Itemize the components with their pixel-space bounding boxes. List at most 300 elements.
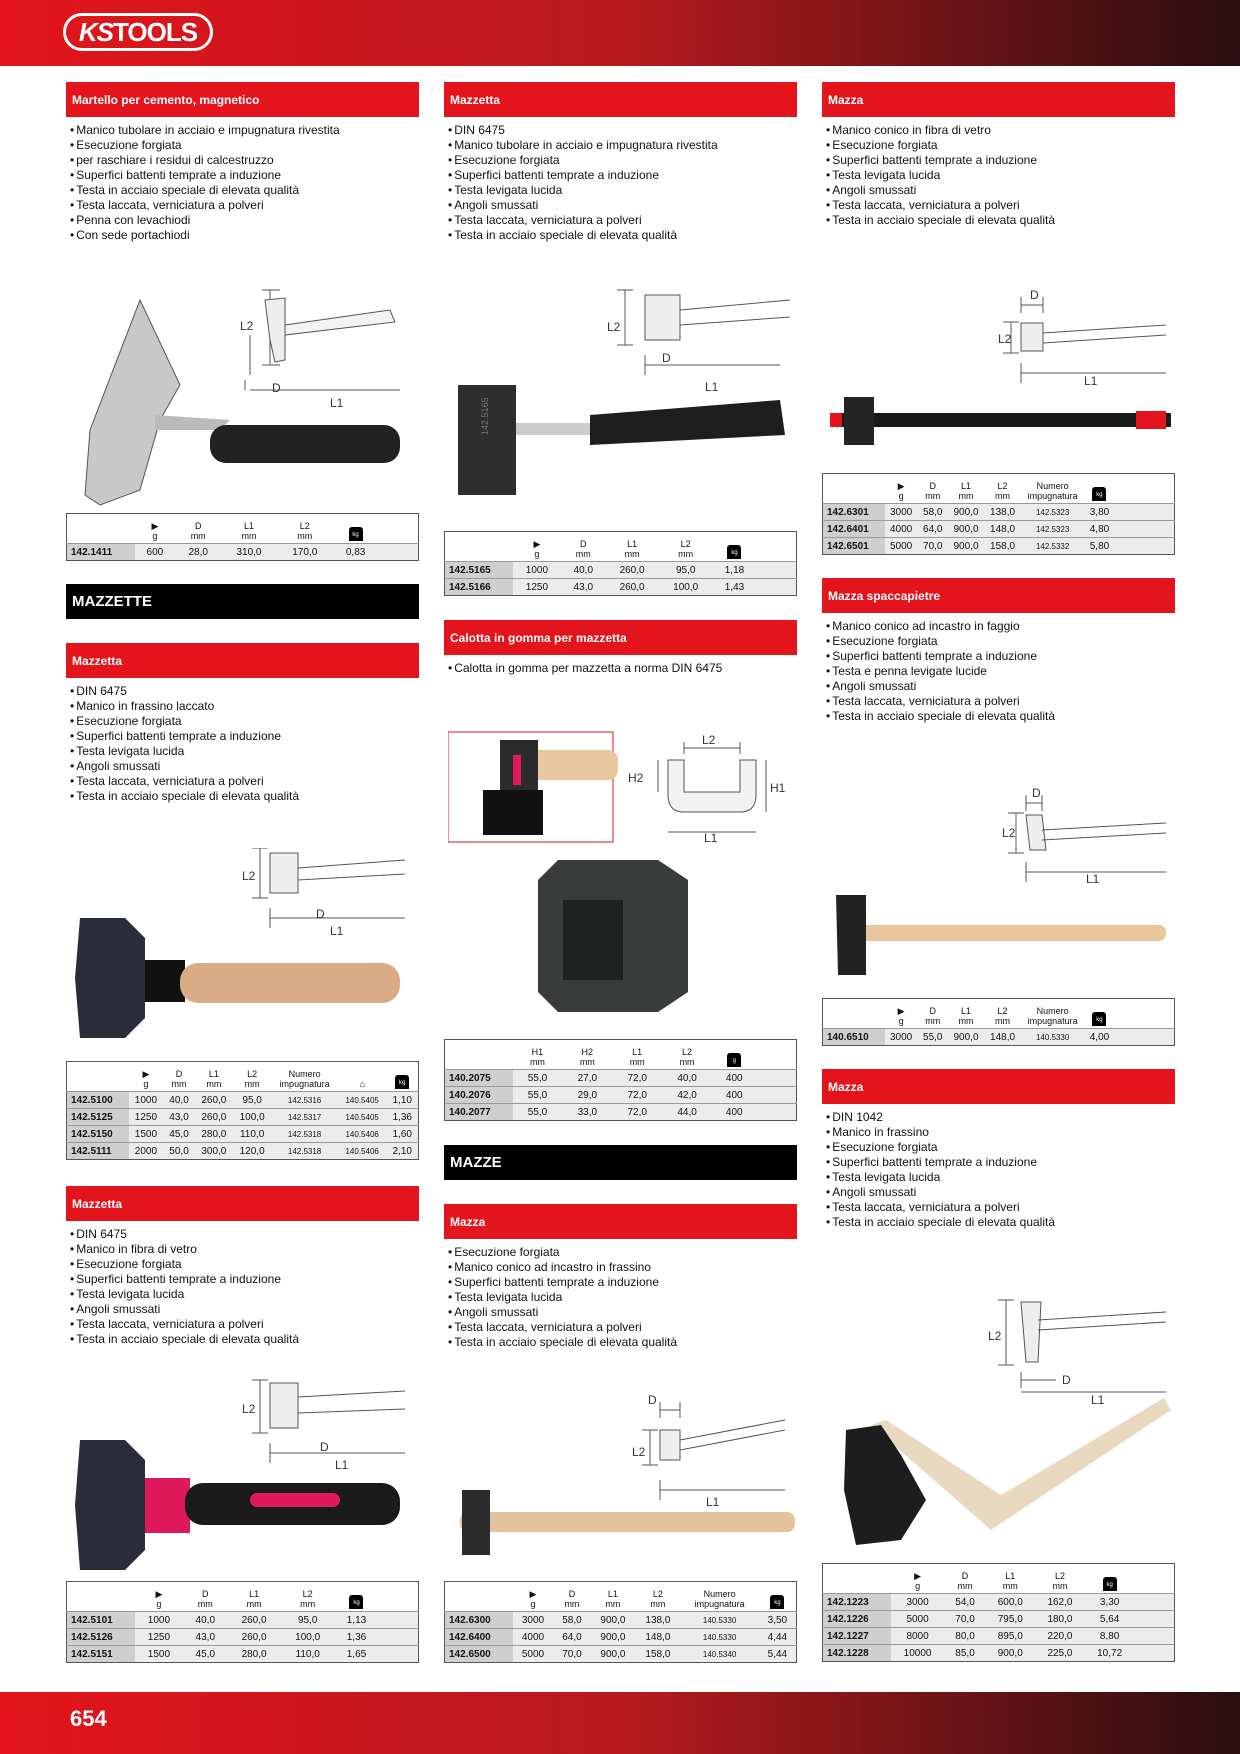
- table-cell: 900,0: [590, 1612, 635, 1629]
- table-row[interactable]: [445, 1646, 797, 1663]
- column-header: L2 mm: [281, 1582, 335, 1612]
- mazzetta-tubolare-illustration: [450, 285, 795, 510]
- feature-item: • Esecuzione forgiata: [826, 138, 1175, 153]
- dim-label-l2: L2: [998, 332, 1012, 346]
- column-header: L2 mm: [1035, 1564, 1085, 1594]
- table-cell-empty: [1135, 1594, 1175, 1611]
- table-cell: 140.5406: [338, 1143, 387, 1160]
- table-cell: 1,18: [712, 562, 756, 579]
- column-header: [379, 1582, 419, 1612]
- column-header: kg: [1085, 1564, 1135, 1594]
- table-cell-empty: [379, 544, 419, 561]
- table-row[interactable]: [823, 1628, 1175, 1645]
- table-cell-empty: [757, 1070, 797, 1087]
- column-header: kg: [712, 532, 756, 562]
- table-cell: 140.5406: [338, 1126, 387, 1143]
- table-cell: 1000: [129, 1092, 164, 1109]
- feature-item: • Testa levigata lucida: [448, 183, 797, 198]
- feature-item: • Superfici battenti temprate a induzione: [70, 729, 419, 744]
- table-cell: 95,0: [233, 1092, 271, 1109]
- article-number: 142.5166: [445, 579, 513, 596]
- table-cell: 900,0: [590, 1629, 635, 1646]
- table-row[interactable]: [67, 1629, 419, 1646]
- table-cell: 142.5332: [1021, 538, 1085, 555]
- column-header: H2 mm: [562, 1040, 612, 1070]
- table-cell: 2000: [129, 1143, 164, 1160]
- table-row[interactable]: [823, 1029, 1175, 1046]
- table-cell: 64,0: [553, 1629, 590, 1646]
- article-number: 142.1226: [823, 1611, 891, 1628]
- feature-item: • Testa levigata lucida: [448, 1290, 797, 1305]
- column-header: D mm: [163, 1062, 194, 1092]
- section-title: Mazza: [822, 82, 1175, 117]
- table-cell: 100,0: [659, 579, 713, 596]
- column-header: L2 mm: [662, 1040, 712, 1070]
- table-cell: 142.5318: [271, 1126, 338, 1143]
- column-header: Numero impugnatura: [1021, 474, 1085, 504]
- mazzetta-frassino-illustration: [70, 848, 415, 1058]
- logo-tools: TOOLS: [113, 16, 198, 47]
- column-header: kg: [333, 514, 379, 544]
- column-header: ▶ g: [135, 1582, 184, 1612]
- table-cell: 162,0: [1035, 1594, 1085, 1611]
- header-bar: [0, 0, 1240, 66]
- feature-item: • Superfici battenti temprate a induzione: [826, 153, 1175, 168]
- table-cell: 140.5330: [680, 1629, 758, 1646]
- feature-item: • Manico in frassino: [826, 1125, 1175, 1140]
- table-cell: 310,0: [221, 544, 277, 561]
- feature-item: • Superfici battenti temprate a induzione: [70, 168, 419, 183]
- feature-item: • Angoli smussati: [826, 183, 1175, 198]
- column-header: [757, 532, 797, 562]
- dim-label-l1: L1: [704, 831, 718, 845]
- mazzetta-fibra-illustration: [70, 1375, 415, 1580]
- table-cell: 70,0: [918, 538, 948, 555]
- table-cell: 148,0: [984, 521, 1021, 538]
- table-cell: 8000: [891, 1628, 945, 1645]
- feature-item: • Angoli smussati: [448, 1305, 797, 1320]
- table-cell: 45,0: [163, 1126, 194, 1143]
- table-row[interactable]: [67, 1143, 419, 1160]
- feature-item: • Angoli smussati: [448, 198, 797, 213]
- table-row[interactable]: [445, 1070, 797, 1087]
- section-title: Calotta in gomma per mazzetta: [444, 620, 797, 655]
- table-cell: 8,80: [1085, 1628, 1135, 1645]
- feature-item: • Testa in acciaio speciale di elevata qualità: [448, 228, 797, 243]
- table-cell: 4,00: [1084, 1029, 1114, 1046]
- table-cell: 225,0: [1035, 1645, 1085, 1662]
- table-row[interactable]: [445, 579, 797, 596]
- feature-item: • Testa laccata, verniciatura a polveri: [826, 694, 1175, 709]
- feature-item: • Penna con levachiodi: [70, 213, 419, 228]
- section-mazza-spaccapietre: [822, 578, 1175, 724]
- column-header: [445, 532, 513, 562]
- column-header: D mm: [918, 999, 948, 1029]
- section-mazzette: [66, 584, 419, 619]
- feature-item: • Angoli smussati: [70, 759, 419, 774]
- table-cell: 260,0: [227, 1612, 281, 1629]
- dim-label-h1: H1: [770, 781, 786, 795]
- table-cell: 43,0: [163, 1109, 194, 1126]
- column-header: kg: [1084, 999, 1114, 1029]
- table-cell: 44,0: [662, 1104, 712, 1121]
- feature-item: • Superfici battenti temprate a induzione: [826, 649, 1175, 664]
- feature-item: • Manico in frassino laccato: [70, 699, 419, 714]
- table-row[interactable]: [67, 1126, 419, 1143]
- table-cell: 5000: [891, 1611, 945, 1628]
- table-row[interactable]: [823, 1594, 1175, 1611]
- table-cell: 300,0: [195, 1143, 233, 1160]
- article-number: 142.5125: [67, 1109, 129, 1126]
- table-cell: 1,60: [386, 1126, 418, 1143]
- table-cell: 5000: [513, 1646, 554, 1663]
- article-number: 142.6400: [445, 1629, 513, 1646]
- feature-list: [822, 123, 1175, 228]
- column-header: [445, 1582, 513, 1612]
- column-header: L2 mm: [984, 474, 1021, 504]
- feature-item: • Testa laccata, verniciatura a polveri: [826, 1200, 1175, 1215]
- dim-label-d: D: [1062, 1373, 1071, 1387]
- column-header: L2 mm: [277, 514, 333, 544]
- column-header: [1135, 1564, 1175, 1594]
- table-row[interactable]: [67, 1612, 419, 1629]
- table-cell: 140.5330: [1021, 1029, 1085, 1046]
- column-header: [67, 1062, 129, 1092]
- table-cell: 55,0: [513, 1087, 563, 1104]
- mazza-din1042-illustration: [826, 1290, 1171, 1560]
- mazza-frassino-illustration: [450, 1390, 795, 1580]
- feature-item: • Superfici battenti temprate a induzione: [70, 1272, 419, 1287]
- head-imprint: 142.5165: [480, 397, 490, 435]
- table-cell: 85,0: [945, 1645, 986, 1662]
- feature-item: • DIN 1042: [826, 1110, 1175, 1125]
- table-row[interactable]: [67, 1109, 419, 1126]
- table-cell: 10,72: [1085, 1645, 1135, 1662]
- column-header: [67, 514, 135, 544]
- column-header: D mm: [553, 1582, 590, 1612]
- table-cell: 110,0: [233, 1126, 271, 1143]
- table-cell: 3,50: [759, 1612, 797, 1629]
- column-header: L1 mm: [195, 1062, 233, 1092]
- table-cell: 3,30: [1085, 1594, 1135, 1611]
- column-header: [67, 1582, 135, 1612]
- column-header: [823, 999, 885, 1029]
- feature-item: • DIN 6475: [448, 123, 797, 138]
- column-header: ▶ g: [135, 514, 176, 544]
- table-cell: 1500: [135, 1646, 184, 1663]
- column-header: kg: [386, 1062, 418, 1092]
- section-mazzetta-fibra: [66, 1186, 419, 1347]
- feature-item: • Testa levigata lucida: [70, 1287, 419, 1302]
- dim-label-l2: L2: [1002, 826, 1016, 840]
- table-row[interactable]: [445, 1104, 797, 1121]
- table-cell: 64,0: [918, 521, 948, 538]
- table-cell: 58,0: [553, 1612, 590, 1629]
- table-cell: 42,0: [662, 1087, 712, 1104]
- feature-item: • Manico tubolare in acciaio e impugnatura rivestita: [70, 123, 419, 138]
- column-header: L2 mm: [635, 1582, 680, 1612]
- table-cell-empty: [379, 1612, 419, 1629]
- column-header: L1 mm: [985, 1564, 1035, 1594]
- dim-label-l1: L1: [705, 380, 719, 394]
- feature-item: • Manico conico ad incastro in faggio: [826, 619, 1175, 634]
- section-title: Mazzetta: [444, 82, 797, 117]
- table-cell: 58,0: [918, 504, 948, 521]
- feature-item: • Esecuzione forgiata: [826, 1140, 1175, 1155]
- table-cell-empty: [1135, 1611, 1175, 1628]
- article-number: 140.2076: [445, 1087, 513, 1104]
- dim-label-l1: L1: [1091, 1393, 1105, 1407]
- table-cell: 0,83: [333, 544, 379, 561]
- table-cell: 50,0: [163, 1143, 194, 1160]
- table-row[interactable]: [445, 1629, 797, 1646]
- table-cell: 1,13: [334, 1612, 378, 1629]
- spec-table-martello: [66, 513, 419, 561]
- dim-label-l1: L1: [330, 924, 344, 938]
- feature-item: • Esecuzione forgiata: [448, 1245, 797, 1260]
- dim-label-l2: L2: [632, 1445, 646, 1459]
- table-row[interactable]: [823, 1611, 1175, 1628]
- column-header: H1 mm: [513, 1040, 563, 1070]
- dim-label-d: D: [316, 907, 325, 921]
- dim-label-d: D: [1030, 288, 1039, 302]
- article-number: 142.1411: [67, 544, 135, 561]
- table-cell: 5,44: [759, 1646, 797, 1663]
- table-cell: 280,0: [227, 1646, 281, 1663]
- table-cell-empty: [1115, 521, 1175, 538]
- feature-item: • Testa laccata, verniciatura a polveri: [826, 198, 1175, 213]
- spec-table-mazza-frassino: [444, 1581, 797, 1663]
- table-cell: 40,0: [183, 1612, 227, 1629]
- category-heading: MAZZETTE: [66, 584, 419, 619]
- table-cell: 120,0: [233, 1143, 271, 1160]
- martello-illustration: [70, 280, 415, 510]
- spaccapietre-illustration: [826, 785, 1171, 985]
- table-cell: 900,0: [985, 1645, 1035, 1662]
- feature-item: • Angoli smussati: [826, 679, 1175, 694]
- table-cell: 95,0: [659, 562, 713, 579]
- table-row[interactable]: [67, 544, 419, 561]
- table-cell: 170,0: [277, 544, 333, 561]
- table-cell: 1,36: [334, 1629, 378, 1646]
- column-header: L1 mm: [221, 514, 277, 544]
- feature-item: • Manico tubolare in acciaio e impugnatura rivestita: [448, 138, 797, 153]
- dim-label-d: D: [272, 381, 281, 395]
- feature-item: • Testa laccata, verniciatura a polveri: [70, 1317, 419, 1332]
- feature-item: • Angoli smussati: [70, 1302, 419, 1317]
- feature-item: • Testa in acciaio speciale di elevata qualità: [826, 213, 1175, 228]
- table-cell: 3000: [885, 1029, 918, 1046]
- section-title: Mazza: [822, 1069, 1175, 1104]
- table-cell: 1,65: [334, 1646, 378, 1663]
- table-row[interactable]: [823, 1645, 1175, 1662]
- table-cell: 72,0: [612, 1104, 662, 1121]
- table-cell: 138,0: [984, 504, 1021, 521]
- table-cell: 142.5323: [1021, 521, 1085, 538]
- table-cell: 72,0: [612, 1070, 662, 1087]
- table-cell: 95,0: [281, 1612, 335, 1629]
- column-header: Numero impugnatura: [1021, 999, 1085, 1029]
- table-cell: 900,0: [948, 521, 985, 538]
- article-number: 142.5150: [67, 1126, 129, 1143]
- brand-logo[interactable]: [63, 13, 213, 51]
- table-cell: 140.5405: [338, 1092, 387, 1109]
- table-row[interactable]: [445, 1087, 797, 1104]
- feature-list: [444, 1245, 797, 1350]
- feature-item: • Testa in acciaio speciale di elevata qualità: [826, 1215, 1175, 1230]
- feature-list: [444, 661, 797, 676]
- dim-label-l2: L2: [240, 319, 254, 333]
- table-cell: 158,0: [635, 1646, 680, 1663]
- table-cell: 900,0: [948, 1029, 985, 1046]
- section-mazza-din1042: [822, 1069, 1175, 1230]
- table-cell: 1,43: [712, 579, 756, 596]
- column-header: D mm: [183, 1582, 227, 1612]
- section-title: Martello per cemento, magnetico: [66, 82, 419, 117]
- table-cell: 45,0: [183, 1646, 227, 1663]
- feature-list: [66, 1227, 419, 1347]
- section-mazza-frassino: [444, 1204, 797, 1350]
- feature-item: • Testa in acciaio speciale di elevata qualità: [70, 789, 419, 804]
- column-header: [1115, 474, 1175, 504]
- table-cell: 220,0: [1035, 1628, 1085, 1645]
- dim-label-l2: L2: [988, 1329, 1002, 1343]
- table-cell-empty: [757, 1087, 797, 1104]
- feature-item: • Testa e penna levigate lucide: [826, 664, 1175, 679]
- table-cell: 33,0: [562, 1104, 612, 1121]
- table-cell: 400: [712, 1104, 757, 1121]
- article-number: 142.5111: [67, 1143, 129, 1160]
- table-row[interactable]: [67, 1092, 419, 1109]
- column-header: kg: [334, 1582, 378, 1612]
- table-cell: 260,0: [605, 562, 659, 579]
- table-cell: 1000: [513, 562, 562, 579]
- column-header: L2 mm: [984, 999, 1021, 1029]
- table-cell-empty: [1135, 1645, 1175, 1662]
- feature-item: • DIN 6475: [70, 684, 419, 699]
- column-header: kg: [759, 1582, 797, 1612]
- table-cell: 55,0: [918, 1029, 948, 1046]
- feature-item: • Superfici battenti temprate a induzione: [448, 1275, 797, 1290]
- table-cell: 4,44: [759, 1629, 797, 1646]
- table-cell: 80,0: [945, 1628, 986, 1645]
- article-number: 142.6300: [445, 1612, 513, 1629]
- table-cell: 142.5323: [1021, 504, 1085, 521]
- article-number: 142.5165: [445, 562, 513, 579]
- table-cell: 900,0: [590, 1646, 635, 1663]
- feature-item: • Esecuzione forgiata: [826, 634, 1175, 649]
- column-header: L1 mm: [590, 1582, 635, 1612]
- table-cell-empty: [1135, 1628, 1175, 1645]
- table-cell: 5,64: [1085, 1611, 1135, 1628]
- table-cell: 110,0: [281, 1646, 335, 1663]
- column-header: [1115, 999, 1175, 1029]
- feature-item: • Testa laccata, verniciatura a polveri: [70, 774, 419, 789]
- table-cell: 1250: [135, 1629, 184, 1646]
- column-header: ▶ g: [885, 999, 918, 1029]
- table-cell: 895,0: [985, 1628, 1035, 1645]
- article-number: 140.2077: [445, 1104, 513, 1121]
- spec-table-mazza-din1042: [822, 1563, 1175, 1662]
- table-cell: 148,0: [635, 1629, 680, 1646]
- table-row[interactable]: [445, 562, 797, 579]
- spec-table-spaccapietre: [822, 998, 1175, 1046]
- article-number: 142.1223: [823, 1594, 891, 1611]
- article-number: 140.2075: [445, 1070, 513, 1087]
- dim-label-d: D: [1032, 786, 1041, 800]
- dim-label-d: D: [662, 351, 671, 365]
- table-cell: 142.5318: [271, 1143, 338, 1160]
- dim-label-l1: L1: [330, 396, 344, 410]
- feature-list: [822, 1110, 1175, 1230]
- column-header: kg: [1084, 474, 1114, 504]
- table-row[interactable]: [823, 504, 1175, 521]
- feature-item: • Manico conico ad incastro in frassino: [448, 1260, 797, 1275]
- column-header: L1 mm: [227, 1582, 281, 1612]
- table-cell: 40,0: [163, 1092, 194, 1109]
- dim-label-h2: H2: [628, 771, 644, 785]
- column-header: ▶ g: [885, 474, 918, 504]
- table-cell: 3000: [513, 1612, 554, 1629]
- table-cell: 4000: [513, 1629, 554, 1646]
- table-cell: 70,0: [553, 1646, 590, 1663]
- table-row[interactable]: [67, 1646, 419, 1663]
- table-cell: 600: [135, 544, 176, 561]
- column-header: [757, 1040, 797, 1070]
- table-cell: 27,0: [562, 1070, 612, 1087]
- table-cell-empty: [379, 1646, 419, 1663]
- feature-item: • DIN 6475: [70, 1227, 419, 1242]
- column-header: Numero impugnatura: [271, 1062, 338, 1092]
- feature-item: • Calotta in gomma per mazzetta a norma DIN 6475: [448, 661, 797, 676]
- table-cell: 3000: [891, 1594, 945, 1611]
- section-mazza-fibra: [822, 82, 1175, 228]
- feature-item: • Testa laccata, verniciatura a polveri: [70, 198, 419, 213]
- table-cell: 29,0: [562, 1087, 612, 1104]
- calotta-illustration: [448, 730, 798, 1038]
- table-cell-empty: [757, 562, 797, 579]
- feature-item: • Testa levigata lucida: [70, 744, 419, 759]
- feature-item: • Esecuzione forgiata: [70, 1257, 419, 1272]
- table-cell: 140.5330: [680, 1612, 758, 1629]
- table-cell: 28,0: [175, 544, 221, 561]
- column-header: L1 mm: [948, 999, 985, 1029]
- column-header: ⌂: [338, 1062, 387, 1092]
- column-header: L1 mm: [948, 474, 985, 504]
- section-mazzetta-frassino: [66, 643, 419, 804]
- table-cell: 10000: [891, 1645, 945, 1662]
- column-header: L2 mm: [659, 532, 713, 562]
- feature-item: • Superfici battenti temprate a induzione: [826, 1155, 1175, 1170]
- table-row[interactable]: [445, 1612, 797, 1629]
- article-number: 142.1228: [823, 1645, 891, 1662]
- column-header: L1 mm: [612, 1040, 662, 1070]
- feature-item: • Manico conico in fibra di vetro: [826, 123, 1175, 138]
- section-title: Mazza spaccapietre: [822, 578, 1175, 613]
- dim-label-l2: L2: [702, 733, 716, 747]
- table-cell: 1250: [513, 579, 562, 596]
- column-header: Numero impugnatura: [680, 1582, 758, 1612]
- table-row[interactable]: [823, 521, 1175, 538]
- feature-list: [822, 619, 1175, 724]
- article-number: 142.6501: [823, 538, 885, 555]
- table-cell: 142.5316: [271, 1092, 338, 1109]
- table-cell: 55,0: [513, 1070, 563, 1087]
- table-cell: 40,0: [662, 1070, 712, 1087]
- section-mazzetta-tubolare: [444, 82, 797, 243]
- logo-ks: KS: [78, 16, 114, 47]
- table-row[interactable]: [823, 538, 1175, 555]
